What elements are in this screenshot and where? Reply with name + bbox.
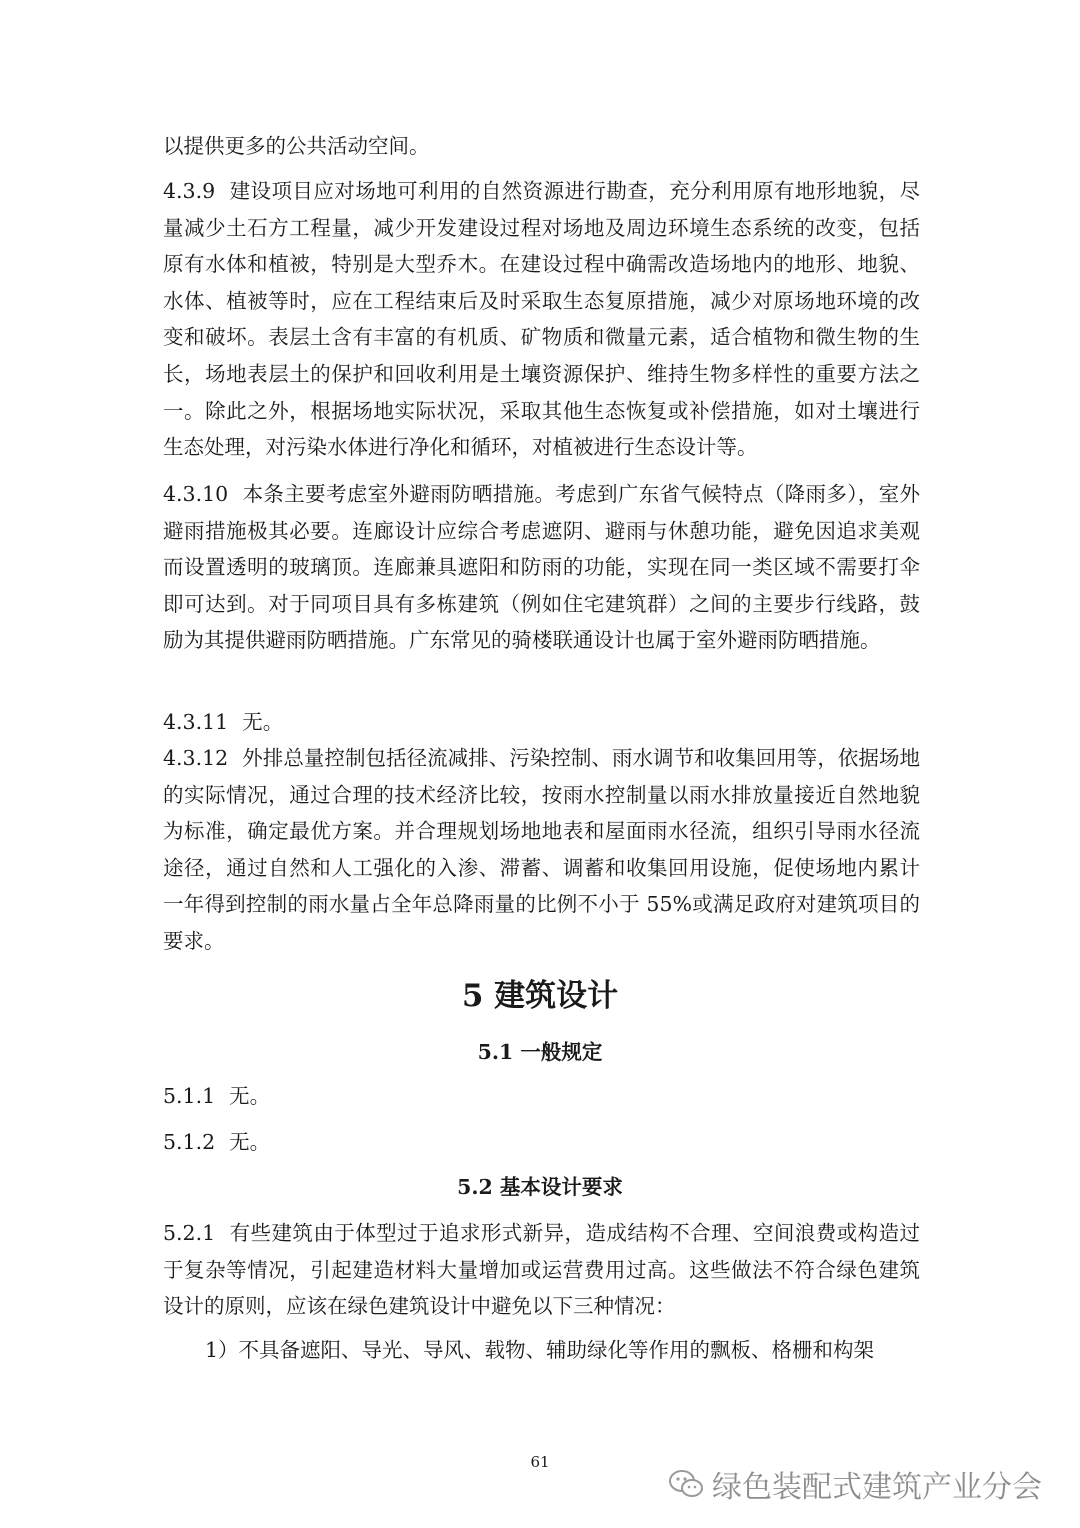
- watermark-text: 绿色装配式建筑产业分会: [712, 1470, 1042, 1505]
- clause-5-1-1: [163, 1081, 270, 1111]
- clause-text: 有些建筑由于体型过于追求形式新异，造成结构不合理、空间浪费或构造过于复杂等情况，引起建造材料大量增加或运营费用过高。这些做法不符合绿色建筑设计的原则，应该在绿色建筑设计中避免以下三种情况：: [163, 1221, 920, 1319]
- wechat-icon: [668, 1469, 704, 1499]
- clause-number: 5.1.1: [163, 1084, 216, 1108]
- section-5-2-title: 5.2 基本设计要求: [457, 1175, 623, 1199]
- clause-number: 4.3.12: [163, 746, 229, 770]
- clause-4-3-11: [163, 704, 920, 741]
- clause-text: 建设项目应对场地可利用的自然资源进行勘查，充分利用原有地形地貌，尽量减少土石方工程量，减少开发建设过程对场地及周边环境生态系统的改变，包括原有水体和植被，特别是大型乔木。在建设过程中确需改造场地内的地形、地貌、水体、植被等时，应在工程结束后及时采取生态复原措施，减少对原场地环境的改变和破坏。表层土含有丰富的有机质、矿物质和微量元素，适合植物和微生物的生长，场地表层土的保护和回收利用是土壤资源保护、维持生物多样性的重要方法之一。除此之外，根据场地实际状况，采取其他生态恢复或补偿措施，如对土壤进行生态处理，对污染水体进行净化和循环，对植被进行生态设计等。: [163, 179, 920, 460]
- clause-number: 4.3.11: [163, 710, 229, 734]
- chapter-title: 5 建筑设计: [461, 978, 619, 1014]
- clause-text: 无。: [229, 1130, 271, 1154]
- clause-4-3-9: [163, 173, 920, 466]
- clause-5-2-1: [163, 1215, 920, 1325]
- clause-number: 5.1.2: [163, 1130, 216, 1154]
- clause-5-1-2: [163, 1127, 270, 1157]
- clause-text: 本条主要考虑室外避雨防晒措施。考虑到广东省气候特点（降雨多），室外避雨措施极其必要。连廊设计应综合考虑遮阴、避雨与休憩功能，避免因追求美观而设置透明的玻璃顶。连廊兼具遮阳和防雨的功能，实现在同一类区域不需要打伞即可达到。对于同项目具有多栋建筑（例如住宅建筑群）之间的主要步行线路，鼓励为其提供避雨防晒措施。广东常见的骑楼联通设计也属于室外避雨防晒措施。: [163, 482, 920, 653]
- list-item-1: 1）不具备遮阳、导光、导风、载物、辅助绿化等作用的飘板、格栅和构架: [205, 1338, 875, 1362]
- page-number: 61: [530, 1453, 550, 1471]
- paragraph-continuation: 以提供更多的公共活动空间。: [163, 134, 430, 158]
- clause-number: 5.2.1: [163, 1221, 216, 1245]
- section-5-1-title: 5.1 一般规定: [477, 1040, 603, 1064]
- watermark: [668, 1462, 1042, 1506]
- clause-number: 4.3.9: [163, 179, 216, 203]
- clause-4-3-10: [163, 476, 920, 659]
- clause-text: 无。: [229, 1084, 271, 1108]
- clause-4-3-12: [163, 740, 920, 960]
- clause-text: 外排总量控制包括径流减排、污染控制、雨水调节和收集回用等，依据场地的实际情况，通过合理的技术经济比较，按雨水控制量以雨水排放量接近自然地貌为标准，确定最优方案。并合理规划场地地表和屋面雨水径流，组织引导雨水径流途径，通过自然和人工强化的入渗、滞蓄、调蓄和收集回用设施，促使场地内累计一年得到控制的雨水量占全年总降雨量的比例不小于 55%或满足政府对建筑项目的要求。: [163, 746, 920, 953]
- clause-text: 无。: [242, 710, 284, 734]
- clause-number: 4.3.10: [163, 482, 229, 506]
